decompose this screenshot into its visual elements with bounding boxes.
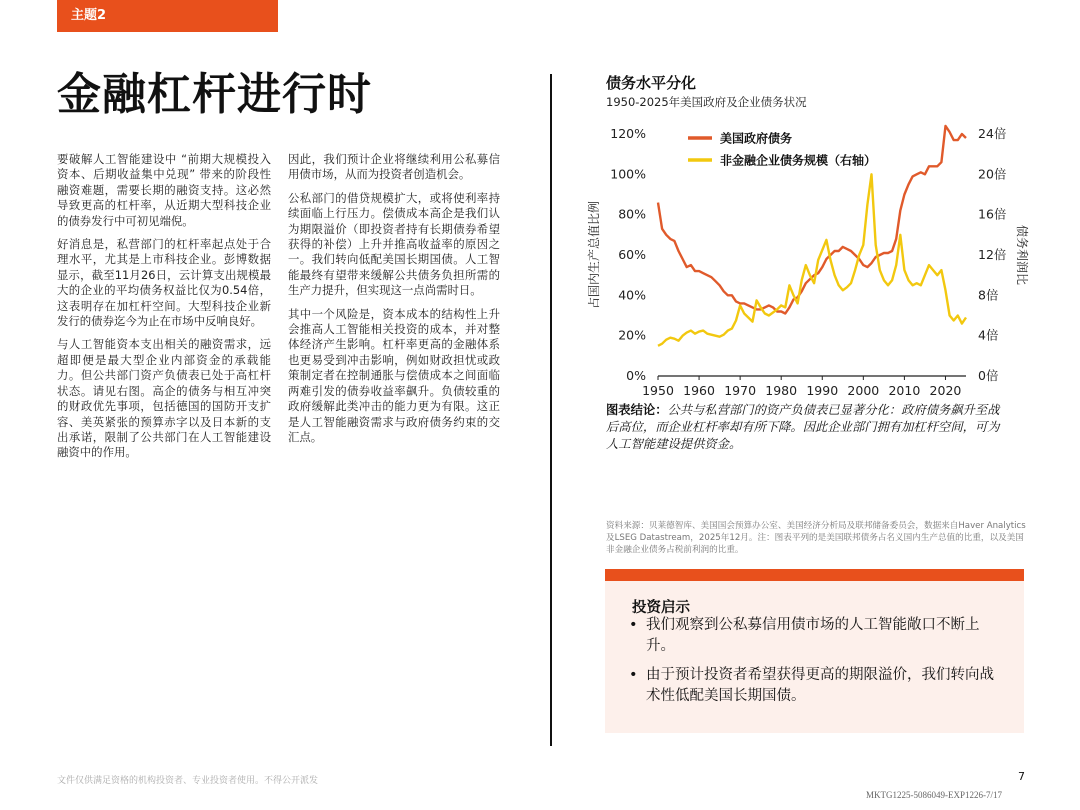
x-tick-label: 2010 [888,383,921,398]
list-item [628,665,1008,707]
y-tick-label: 60% [618,247,646,262]
y-right-tick-label: 16倍 [978,206,1007,222]
y-right-tick-label: 12倍 [978,247,1007,262]
investment-heading: 投资启示 [632,600,690,616]
y-tick-label: 120% [610,126,646,141]
paragraph: 公私部门的借贷规模扩大，或将使利率持续面临上行压力。偿债成本高企是我们认为期限溢价（即投资者持有长期债券希望获得的补偿）上升并推高收益率的原因之一。我们转向低配美国长期国债。人工智能最终有望带来缓解公共债务负担所需的生产力提升，但实现这一点尚需时日。 [288,190,500,298]
chart-note-text: 公共与私营部门的资产负债表已显著分化：政府债务飙升至战后高位，而企业杠杆率却有所下降。因此企业部门拥有加杠杆空间，可为人工智能建设提供资金。 [606,403,1000,451]
y-right-axis-title: 债务利润比 [1015,224,1029,286]
column-divider [550,74,552,746]
paragraph: 其中一个风险是，资本成本的结构性上升会推高人工智能相关投资的成本，并对整体经济产生影响。杠杆率更高的金融体系也更易受到冲击影响，例如财政担忧或政策制定者在控制通胀与偿债成本之间面临两难引发的债券收益率飙升。负债较重的政府缓解此类冲击的能力更为有限。这正是人工智能融资需求与政府债务约束的交汇点。 [288,306,500,444]
list-item-text: 我们观察到公私募信用债市场的人工智能敞口不断上升。 [646,617,980,654]
y-tick-label: 100% [610,166,646,182]
x-tick-label: 1980 [765,383,798,398]
chart-title: 债务水平分化 [606,74,697,92]
y-right-tick-label: 4倍 [978,327,999,343]
x-tick-label: 1950 [642,383,674,398]
x-tick-label: 1970 [724,383,757,398]
investment-list [628,615,1008,715]
list-item [628,615,1008,657]
series-line [658,174,966,345]
legend-label: 非金融企业债务规模（右轴） [720,153,877,168]
section-tag: 主题2 [57,0,278,32]
y-tick-label: 20% [618,327,646,343]
y-right-tick-label: 24倍 [978,126,1007,141]
y-tick-label: 40% [618,287,646,303]
chart-source: 资料来源：贝莱德智库、美国国会预算办公室、美国经济分析局及联邦储备委员会，数据来自Haver Analytics及LSEG Datastream，2025年12月。注：图表平列的是美国联邦债务占名义国内生产总值的比重，以及美国非金融企业债务占税前利润的比重。 [606,521,1026,555]
x-tick-label: 2020 [929,383,962,398]
paragraph: 要破解人工智能建设中 “前期大规模投入资本、后期收益集中兑现” 带来的阶段性融资难题，需要长期的融资支持。这必然导致更高的杠杆率，从近期大型科技企业的债券发行中可初见端倪。 [57,152,271,228]
debt-chart [580,110,1029,400]
x-tick-label: 1960 [683,383,715,398]
x-tick-label: 2000 [847,383,880,398]
y-axis-title: 占国内生产总值比例 [587,200,601,310]
chart-note [606,402,1011,453]
bullet-icon: • [629,617,638,633]
chart-note-label: 图表结论： [606,403,668,417]
paragraph: 因此，我们预计企业将继续利用公私募信用债市场，从而为投资者创造机会。 [288,152,500,182]
y-right-tick-label: 20倍 [978,166,1007,182]
page-title: 金融杠杆进行时 [57,69,372,120]
document-code: MKTG1225-5086049-EXP1226-7/17 [866,790,1002,800]
y-right-tick-label: 0倍 [978,368,999,383]
y-tick-label: 0% [626,368,646,383]
list-item-text: 由于预计投资者希望获得更高的期限溢价，我们转向战术性低配美国长期国债。 [646,667,994,704]
legend-label: 美国政府债务 [720,131,793,146]
y-tick-label: 80% [618,206,646,222]
chart-subtitle: 1950-2025年美国政府及企业债务状况 [606,95,807,109]
footer-disclaimer: 文件仅供满足资格的机构投资者、专业投资者使用。不得公开派发 [57,776,319,786]
bullet-icon: • [629,667,638,683]
body-column-right [288,152,500,453]
body-column-left [57,152,271,469]
x-tick-label: 1990 [806,383,839,398]
page-number: 7 [1018,770,1025,783]
y-right-tick-label: 8倍 [978,287,999,303]
paragraph: 与人工智能资本支出相关的融资需求，远超即便是最大型企业内部资金的承载能力。但公共部门资产负债表已处于高杠杆状态。请见右图。高企的债务与相互冲突的财政优先事项，包括德国的国防开支扩容、美英紧张的预算赤字以及日本新的支出承诺，限制了公共部门在人工智能建设融资中的作用。 [57,337,271,460]
investment-box-bar [605,569,1024,581]
paragraph: 好消息是，私营部门的杠杆率起点处于合理水平，尤其是上市科技企业。彭博数据显示，截至11月26日，云计算支出规模最大的企业的平均债务权益比仅为0.54倍，这表明存在加杠杆空间。大型科技企业新发行的债券迄今为止在市场中反响良好。 [57,237,271,329]
